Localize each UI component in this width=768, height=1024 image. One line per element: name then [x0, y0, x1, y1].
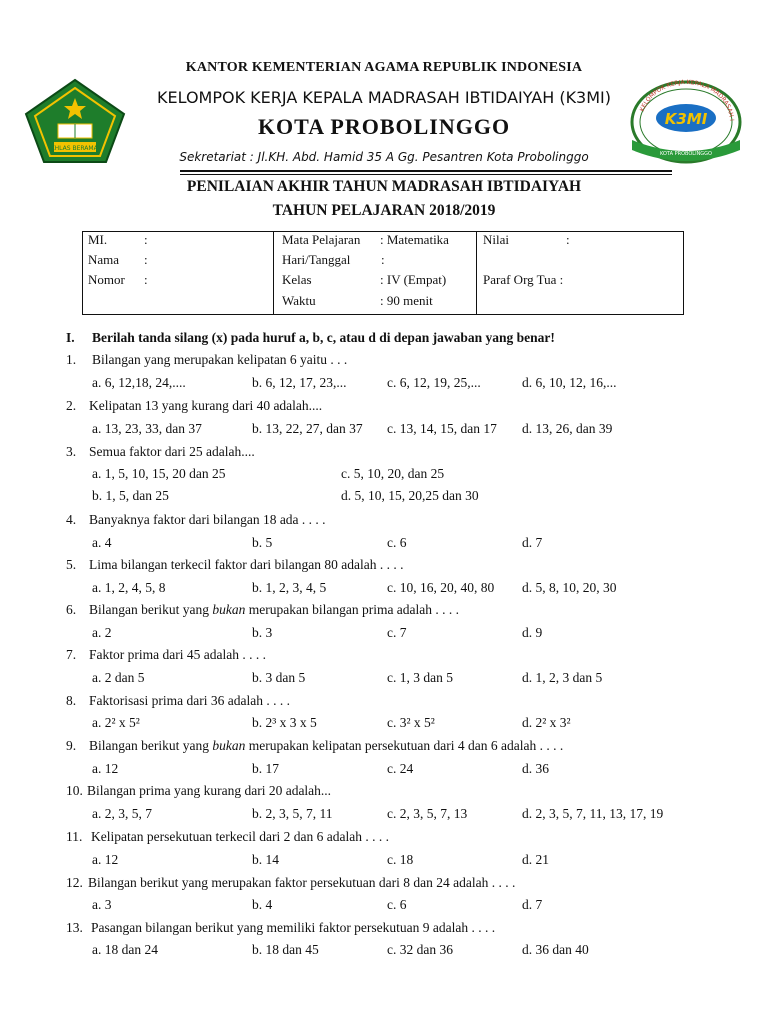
- question-number: 11.: [66, 829, 83, 844]
- exam-year: TAHUN PELAJARAN 2018/2019: [272, 202, 496, 219]
- option-d: d. 9: [522, 625, 543, 640]
- header-rule-thin: [180, 174, 672, 175]
- option-a: a. 2² x 5²: [92, 715, 140, 730]
- question-text: Kelipatan 13 yang kurang dari 40 adalah....: [89, 398, 323, 413]
- option-b: b. 2, 3, 5, 7, 11: [252, 806, 333, 821]
- question-text: Bilangan prima yang kurang dari 20 adalah...: [87, 783, 332, 798]
- option-a: a. 3: [92, 897, 112, 912]
- option-b: b. 13, 22, 27, dan 37: [252, 421, 363, 436]
- option-a: a. 18 dan 24: [92, 942, 158, 957]
- question-text: Lima bilangan terkecil faktor dari bilangan 80 adalah . . . .: [89, 557, 404, 572]
- question-number: 10.: [66, 783, 83, 798]
- kop-address: Sekretariat : Jl.KH. Abd. Hamid 35 A Gg. Pesantren Kota Probolinggo: [179, 150, 589, 164]
- value-waktu: : 90 menit: [380, 293, 433, 308]
- option-d: d. 21: [522, 852, 549, 867]
- option-b: b. 4: [252, 897, 273, 912]
- question-text: Bilangan berikut yang bukan merupakan bilangan prima adalah . . . .: [89, 602, 460, 617]
- value-hari: :: [381, 252, 385, 267]
- option-c: c. 2, 3, 5, 7, 13: [387, 806, 468, 821]
- option-d: d. 2² x 3²: [522, 715, 571, 730]
- label-hari: Hari/Tanggal: [282, 252, 351, 267]
- option-b: b. 17: [252, 761, 279, 776]
- svg-text:IKHLAS BERAMAL: IKHLAS BERAMAL: [48, 145, 102, 152]
- label-nomor: Nomor: [88, 272, 125, 287]
- label-waktu: Waktu: [282, 293, 316, 308]
- option-a: a. 6, 12,18, 24,....: [92, 375, 186, 390]
- label-nilai: Nilai: [483, 232, 509, 247]
- option-c: c. 3² x 5²: [387, 715, 435, 730]
- option-c: c. 7: [387, 625, 407, 640]
- option-b: b. 1, 5, dan 25: [92, 488, 169, 503]
- option-d: d. 7: [522, 535, 543, 550]
- question-text: Faktorisasi prima dari 36 adalah . . . .: [89, 693, 290, 708]
- label-mapel: Mata Pelajaran: [282, 232, 361, 247]
- label-mi-colon: :: [144, 232, 148, 247]
- svg-text:KELOMPOK KERJA KEPALA MADRASAH: KELOMPOK KERJA KEPALA MADRASAH I: [638, 78, 735, 122]
- label-nama-colon: :: [144, 252, 148, 267]
- option-c: c. 6: [387, 897, 407, 912]
- option-c: c. 5, 10, 20, dan 25: [341, 466, 445, 481]
- option-b: b. 18 dan 45: [252, 942, 319, 957]
- option-d: d. 7: [522, 897, 543, 912]
- option-b: b. 6, 12, 17, 23,...: [252, 375, 347, 390]
- option-d: d. 6, 10, 12, 16,...: [522, 375, 617, 390]
- option-c: c. 6, 12, 19, 25,...: [387, 375, 481, 390]
- svg-text:KOTA PROBOLINGGO: KOTA PROBOLINGGO: [659, 151, 713, 157]
- header-rule: [180, 170, 672, 172]
- exam-title: PENILAIAN AKHIR TAHUN MADRASAH IBTIDAIYAH: [186, 178, 582, 195]
- question-number: 7.: [66, 647, 77, 662]
- option-b: b. 1, 2, 3, 4, 5: [252, 580, 327, 595]
- label-kelas: Kelas: [282, 272, 312, 287]
- option-b: b. 2³ x 3 x 5: [252, 715, 317, 730]
- option-c: c. 13, 14, 15, dan 17: [387, 421, 497, 436]
- label-mi: MI.: [88, 232, 108, 247]
- option-a: a. 12: [92, 852, 119, 867]
- question-text: Semua faktor dari 25 adalah....: [89, 444, 255, 459]
- option-d: d. 2, 3, 5, 7, 11, 13, 17, 19: [522, 806, 664, 821]
- option-b: b. 14: [252, 852, 279, 867]
- question-text: Banyaknya faktor dari bilangan 18 ada . . . .: [89, 512, 326, 527]
- option-a: a. 4: [92, 535, 112, 550]
- option-c: c. 18: [387, 852, 414, 867]
- value-kelas: : IV (Empat): [380, 272, 447, 287]
- question-number: 2.: [66, 398, 77, 413]
- question-text: Bilangan yang merupakan kelipatan 6 yaitu . . .: [92, 352, 348, 367]
- kop-line-2: KELOMPOK KERJA KEPALA MADRASAH IBTIDAIYAH (K3MI): [157, 88, 611, 107]
- option-d: d. 36: [522, 761, 549, 776]
- option-a: a. 2: [92, 625, 112, 640]
- option-a: a. 2 dan 5: [92, 670, 145, 685]
- question-number: 3.: [66, 444, 77, 459]
- option-a: a. 1, 5, 10, 15, 20 dan 25: [92, 466, 226, 481]
- question-number: 13.: [66, 920, 83, 935]
- svg-text:K3MI: K3MI: [664, 110, 708, 128]
- section-instruction: Berilah tanda silang (x) pada huruf a, b, c, atau d di depan jawaban yang benar!: [92, 330, 555, 345]
- option-d: d. 1, 2, 3 dan 5: [522, 670, 603, 685]
- question-text: Pasangan bilangan berikut yang memiliki faktor persekutuan 9 adalah . . . .: [91, 920, 496, 935]
- question-number: 5.: [66, 557, 77, 572]
- question-number: 1.: [66, 352, 77, 367]
- option-a: a. 2, 3, 5, 7: [92, 806, 152, 821]
- question-number: 9.: [66, 738, 77, 753]
- option-d: d. 13, 26, dan 39: [522, 421, 613, 436]
- option-b: b. 3 dan 5: [252, 670, 306, 685]
- kop-line-1: KANTOR KEMENTERIAN AGAMA REPUBLIK INDONESIA: [185, 60, 583, 75]
- label-nilai-colon: :: [566, 232, 570, 247]
- option-a: a. 12: [92, 761, 119, 776]
- option-a: a. 13, 23, 33, dan 37: [92, 421, 202, 436]
- label-nomor-colon: :: [144, 272, 148, 287]
- question-number: 6.: [66, 602, 77, 617]
- option-c: c. 1, 3 dan 5: [387, 670, 453, 685]
- option-d: d. 36 dan 40: [522, 942, 589, 957]
- label-paraf: Paraf Org Tua :: [483, 272, 564, 287]
- question-text: Kelipatan persekutuan terkecil dari 2 dan 6 adalah . . . .: [91, 829, 390, 844]
- option-d: d. 5, 10, 15, 20,25 dan 30: [341, 488, 479, 503]
- option-b: b. 5: [252, 535, 273, 550]
- question-text: Bilangan berikut yang merupakan faktor persekutuan dari 8 dan 24 adalah . . . .: [88, 875, 516, 890]
- option-a: a. 1, 2, 4, 5, 8: [92, 580, 166, 595]
- option-c: c. 10, 16, 20, 40, 80: [387, 580, 495, 595]
- value-mapel: : Matematika: [380, 232, 449, 247]
- question-number: 8.: [66, 693, 77, 708]
- section-number: I.: [66, 330, 75, 345]
- option-c: c. 32 dan 36: [387, 942, 453, 957]
- question-number: 12.: [66, 875, 83, 890]
- kop-line-3: KOTA PROBOLINGGO: [257, 114, 511, 139]
- question-text: Faktor prima dari 45 adalah . . . .: [89, 647, 266, 662]
- option-c: c. 6: [387, 535, 407, 550]
- label-nama: Nama: [88, 252, 120, 267]
- option-c: c. 24: [387, 761, 414, 776]
- option-d: d. 5, 8, 10, 20, 30: [522, 580, 617, 595]
- question-text: Bilangan berikut yang bukan merupakan kelipatan persekutuan dari 4 dan 6 adalah . . . .: [89, 738, 564, 753]
- question-number: 4.: [66, 512, 77, 527]
- option-b: b. 3: [252, 625, 273, 640]
